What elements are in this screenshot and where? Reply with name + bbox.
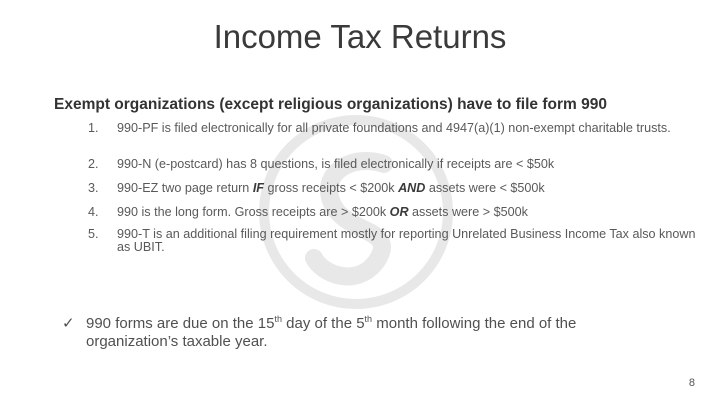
checkmark-icon: ✓ (62, 315, 75, 332)
list-item-number: 2. (88, 157, 99, 171)
list-item (88, 122, 671, 135)
list-item-text: 990-T is an additional filing requirement mostly for reporting Unrelated Business Income Tax also known as UBIT. (117, 227, 696, 254)
text-segment: 990 is the long form. Gross receipts are > $200k (117, 205, 390, 219)
text-segment: day of the 5 (281, 315, 365, 332)
note-line-1 (62, 310, 682, 333)
list-item-number: 5. (88, 227, 99, 241)
page-number: 8 (688, 377, 695, 389)
list-item-text (117, 206, 528, 219)
superscript: th (274, 314, 282, 324)
text-segment: assets were < $500k (425, 181, 545, 195)
list-item-number: 1. (88, 121, 99, 135)
text-segment: assets were > $500k (408, 205, 528, 219)
emphasis-or: OR (389, 205, 409, 219)
emphasis-and: AND (398, 181, 426, 195)
list-item (88, 206, 528, 219)
text-segment: gross receipts < $200k (264, 181, 399, 195)
intro-heading: Exempt organizations (except religious organizations) have to file form 990 (54, 96, 607, 113)
text-segment: 990 forms are due on the 15 (86, 315, 275, 332)
list-item-text: 990-PF is filed electronically for all private foundations and 4947(a)(1) non-exempt charitable trusts. (117, 121, 671, 135)
note-line-2: organization’s taxable year. (86, 333, 268, 350)
list-item (88, 158, 554, 171)
text-segment: 990-EZ two page return (117, 181, 253, 195)
text-segment: month following the end of the (372, 315, 577, 332)
list-item-text (117, 182, 545, 195)
list-item-number: 3. (88, 181, 99, 195)
list-item (88, 182, 545, 195)
emphasis-if: IF (252, 181, 265, 195)
list-item-number: 4. (88, 205, 99, 219)
page-title: Income Tax Returns (213, 18, 507, 55)
superscript: th (364, 314, 373, 324)
list-item (88, 228, 698, 254)
due-date-note (62, 310, 682, 351)
list-item-text: 990-N (e-postcard) has 8 questions, is filed electronically if receipts are < $50k (117, 157, 555, 171)
